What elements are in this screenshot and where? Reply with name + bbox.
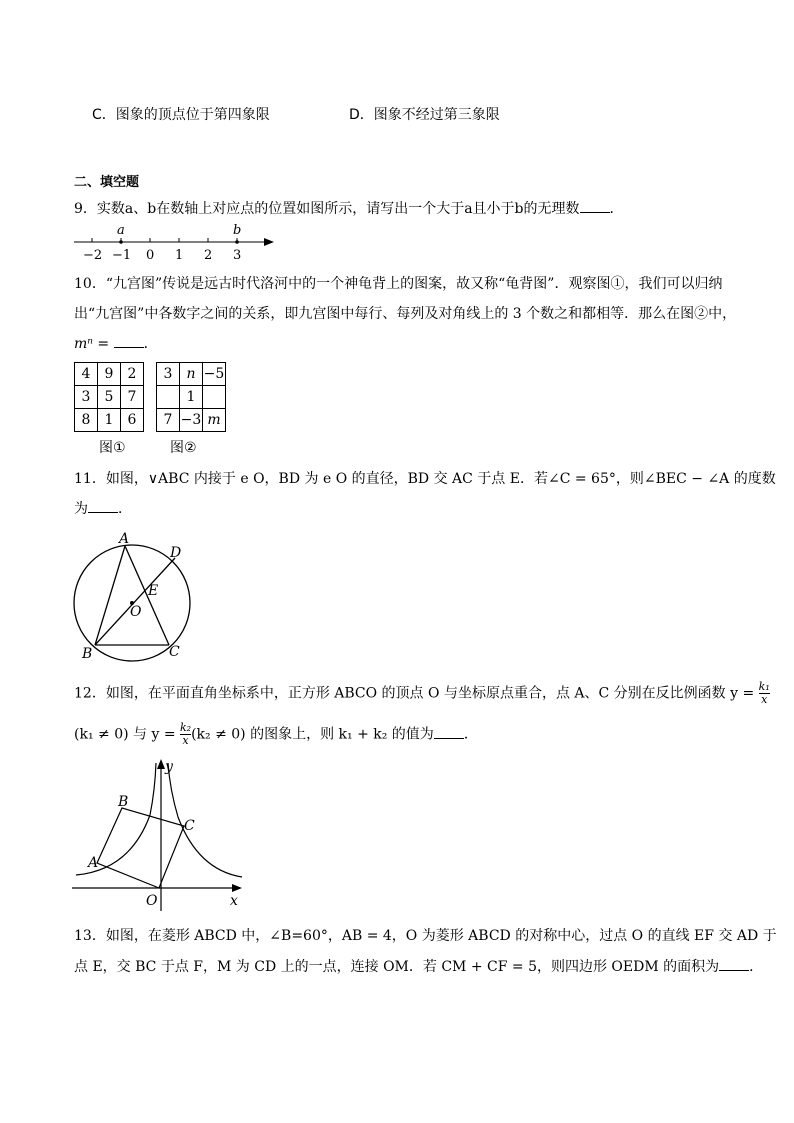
q11-line1: 11．如图，∨ABC 内接于 e O，BD 为 e O 的直径，BD 交 AC 于点 E．若∠C = 65°，则∠BEC − ∠A 的度数 <box>74 471 776 487</box>
tick-label: 3 <box>233 248 242 263</box>
q11-answer-blank[interactable] <box>88 500 118 513</box>
label-y: y <box>165 759 173 775</box>
q11-circle-figure <box>66 528 196 668</box>
label-c: C <box>184 818 195 834</box>
tick-label: −2 <box>83 248 103 263</box>
grid-cell: 4 <box>75 363 98 386</box>
tick-label: 2 <box>204 248 213 263</box>
q10-line1: 10．“九宫图”传说是远古时代洛河中的一个神龟背上的图案，故又称“龟背图”．观察图①，我们可以归纳 <box>74 276 723 292</box>
q12-coordinate-figure <box>70 755 250 915</box>
grid-cell: 7 <box>157 409 180 432</box>
grid-cell: 6 <box>121 409 144 432</box>
caption-figure-1: 图① <box>99 440 126 456</box>
fraction-k2-over-x: $\frac{\text{k₂}}{x}$ <box>180 721 192 747</box>
q12-text-a: (k₁ ≠ 0) 与 y = <box>74 726 180 743</box>
label-o: O <box>130 604 142 620</box>
grid-cell: 3 <box>75 386 98 409</box>
tick-label: 0 <box>146 248 155 263</box>
grid-cell: 5 <box>98 386 121 409</box>
q10-line3 <box>74 333 158 353</box>
label-b: B <box>82 646 93 662</box>
grid-cell: 9 <box>98 363 121 386</box>
grid-cell: m <box>203 409 226 432</box>
label-d: D <box>170 545 182 561</box>
q11-prefix: 为 <box>74 501 88 517</box>
caption-figure-2: 图② <box>170 440 197 456</box>
label-a: A <box>88 855 99 871</box>
q13-answer-blank[interactable] <box>719 958 749 971</box>
grid-cell: 8 <box>75 409 98 432</box>
q12-period: ． <box>463 726 478 743</box>
q9-answer-blank[interactable] <box>580 200 610 213</box>
tick-label: −1 <box>112 248 132 263</box>
label-e: E <box>148 583 159 599</box>
label-c: C <box>169 644 180 660</box>
grid-cell: n <box>180 363 203 386</box>
q13-period: ． <box>749 959 764 975</box>
label-b: B <box>118 794 129 810</box>
grid-cell: 1 <box>180 386 203 409</box>
fraction-k1-over-x: $\frac{\text{k₁}}{x}$ <box>758 680 770 706</box>
q10-answer-blank[interactable] <box>114 335 144 348</box>
point-b-label: b <box>233 223 242 238</box>
nine-palace-grid-2 <box>156 362 226 432</box>
q10-line2: 出“九宫图”中各数字之间的关系，即九宫图中每行、每列及对角线上的 3 个数之和都相等．那么在图②中， <box>74 306 737 322</box>
tick-label: 1 <box>175 248 184 263</box>
q13-line1: 13．如图，在菱形 ABCD 中，∠B=60°，AB = 4，O 为菱形 ABCD 的对称中心，过点 O 的直线 EF 交 AD 于 <box>74 928 777 944</box>
q12-line2 <box>74 722 478 747</box>
q12-text-b: (k₂ ≠ 0) 的图象上，则 k₁ + k₂ 的值为 <box>191 726 434 743</box>
grid-cell <box>157 386 180 409</box>
point-b-dot <box>235 240 239 244</box>
number-line-ticks <box>92 238 237 242</box>
grid-cell: 2 <box>121 363 144 386</box>
q9-text <box>74 198 624 218</box>
q9-question: 9．实数a、b在数轴上对应点的位置如图所示，请写出一个大于a且小于b的无理数 <box>74 201 580 217</box>
q11-period: ． <box>118 501 132 517</box>
label-x: x <box>230 893 238 909</box>
label-a: A <box>119 531 130 547</box>
q10-period: ． <box>143 336 158 352</box>
grid-cell: 3 <box>157 363 180 386</box>
grid-cell: −3 <box>180 409 203 432</box>
nine-palace-grid-1 <box>74 362 144 432</box>
point-a-dot <box>119 240 123 244</box>
label-o: O <box>146 893 158 909</box>
section-title: 二、填空题 <box>74 175 140 190</box>
q13-text: 点 E，交 BC 于点 F，M 为 CD 上的一点，连接 OM．若 CM + CF = 5，则四边形 OEDM 的面积为 <box>74 959 720 975</box>
q12-line1 <box>74 681 770 706</box>
q13-line2 <box>74 956 763 976</box>
option-d: D．图象不经过第三象限 <box>349 107 500 123</box>
grid-cell: 1 <box>98 409 121 432</box>
q12-text: 12．如图，在平面直角坐标系中，正方形 ABCO 的顶点 O 与坐标原点重合，点 A、C 分别在反比例函数 y = <box>74 685 759 702</box>
q11-line2 <box>74 498 132 518</box>
q10-expression: mⁿ = <box>74 336 114 352</box>
q9-number-line <box>70 222 280 264</box>
q12-answer-blank[interactable] <box>434 726 464 739</box>
grid-cell <box>203 386 226 409</box>
grid-cell: −5 <box>203 363 226 386</box>
grid-cell: 7 <box>121 386 144 409</box>
option-c: C．图象的顶点位于第四象限 <box>92 107 270 123</box>
q9-period: ． <box>609 201 624 217</box>
point-a-label: a <box>117 223 125 238</box>
